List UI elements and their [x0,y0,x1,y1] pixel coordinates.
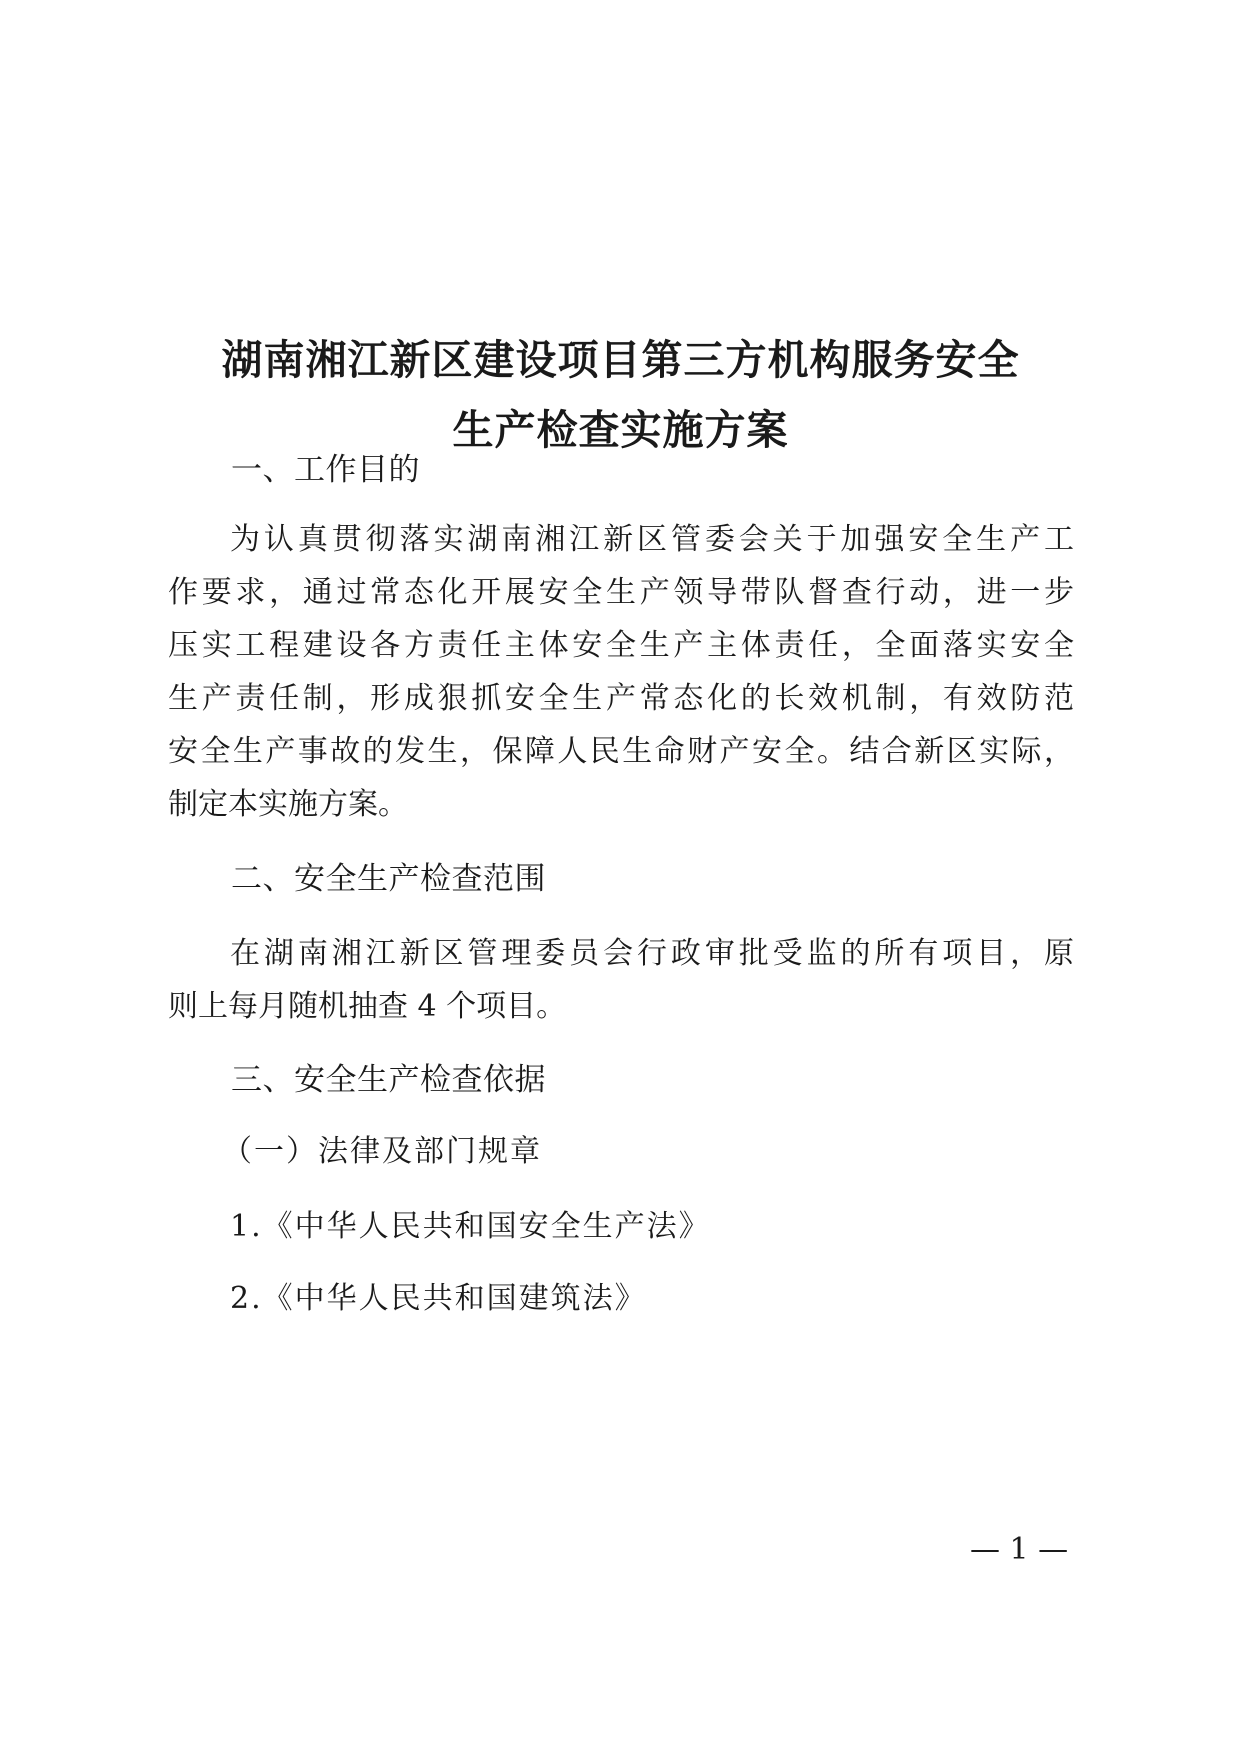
paragraph-line: 为认真贯彻落实湖南湘江新区管委会关于加强安全生产工 [230,522,1074,557]
paragraph-line: 安全生产事故的发生，保障人民生命财产安全。结合新区实际， [168,734,1074,769]
page-number: — 1 — [970,1532,1069,1567]
list-item: 1.《中华人民共和国安全生产法》 [230,1209,711,1244]
section-heading-scope: 二、安全生产检查范围 [231,861,546,897]
subsection-heading-laws: （一）法律及部门规章 [222,1134,542,1169]
section-heading-purpose: 一、工作目的 [231,452,420,488]
document-title-line-2: 生产检查实施方案 [452,406,789,454]
paragraph-line: 制定本实施方案。 [168,787,408,822]
list-item: 2.《中华人民共和国建筑法》 [230,1281,647,1316]
paragraph-line: 生产责任制，形成狠抓安全生产常态化的长效机制，有效防范 [168,681,1074,716]
paragraph-line: 作要求，通过常态化开展安全生产领导带队督查行动，进一步 [168,575,1074,610]
paragraph-line: 则上每月随机抽查 4 个项目。 [168,989,567,1024]
paragraph-line: 压实工程建设各方责任主体安全生产主体责任，全面落实安全 [168,628,1074,663]
section-heading-basis: 三、安全生产检查依据 [231,1062,546,1098]
document-title-line-1: 湖南湘江新区建设项目第三方机构服务安全 [221,336,1020,384]
paragraph-line: 在湖南湘江新区管理委员会行政审批受监的所有项目，原 [230,936,1074,971]
